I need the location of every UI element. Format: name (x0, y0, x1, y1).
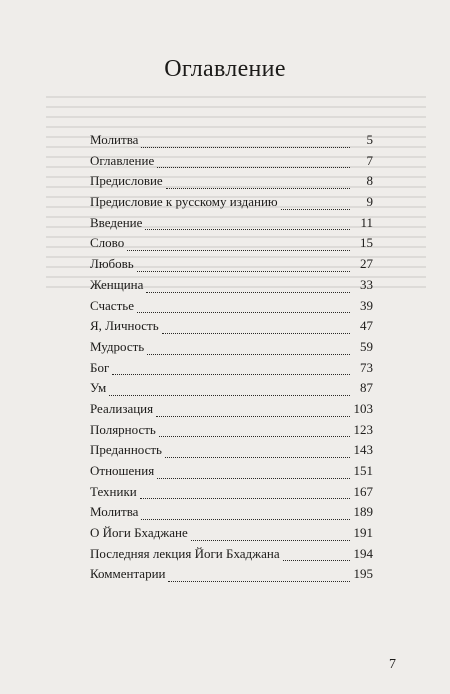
toc-entry-label: Предисловие к русскому изданию (90, 194, 278, 210)
toc-entry-label: Счастье (90, 297, 134, 313)
dot-leader (283, 559, 350, 561)
toc-entry-page: 47 (360, 318, 373, 334)
toc-entry-label: Техники (90, 483, 137, 499)
toc-entry (90, 339, 373, 360)
toc-entry-label: Женщина (90, 276, 144, 292)
toc-entry-label: Я, Личность (90, 318, 159, 334)
toc-entry-label: Бог (90, 359, 110, 375)
toc-entry (90, 318, 373, 339)
toc-entry (90, 546, 373, 567)
toc-entry (90, 525, 373, 546)
toc-entry (90, 194, 373, 215)
dot-leader (157, 166, 350, 168)
toc-entry-page: 143 (353, 442, 373, 458)
toc-entry-page: 191 (353, 525, 373, 541)
dot-leader (146, 291, 350, 293)
toc-entry (90, 173, 373, 194)
toc-entry-label: Предисловие (90, 173, 163, 189)
toc-entry-label: Слово (90, 235, 125, 251)
toc-entry-label: Мудрость (90, 338, 145, 354)
toc-entry (90, 422, 373, 443)
toc-entry (90, 360, 373, 381)
dot-leader (281, 208, 350, 210)
toc-entry-page: 189 (353, 504, 373, 520)
toc-entry (90, 235, 373, 256)
toc-entry-page: 87 (360, 380, 373, 396)
toc-entry (90, 504, 373, 525)
toc-entry-page: 9 (366, 194, 373, 210)
toc-entry-page: 7 (366, 152, 373, 168)
dot-leader (112, 373, 350, 375)
dot-leader (137, 270, 350, 272)
toc-entry-label: Молитва (90, 132, 139, 147)
toc-entry (90, 484, 373, 505)
dot-leader (140, 497, 350, 499)
toc-entry (90, 215, 373, 236)
page-title: Оглавление (164, 56, 286, 82)
toc-entry (90, 380, 373, 401)
toc-entry-label: Оглавление (90, 152, 155, 168)
table-of-contents (90, 132, 373, 587)
toc-entry-label: Любовь (90, 256, 134, 272)
dot-leader (159, 435, 350, 437)
dot-leader (168, 580, 350, 582)
dot-leader (137, 311, 350, 313)
toc-entry (90, 463, 373, 484)
toc-entry-page: 39 (360, 297, 373, 313)
toc-entry-label: Преданность (90, 442, 162, 458)
toc-entry-page: 15 (360, 235, 373, 251)
dot-leader (156, 415, 350, 417)
toc-entry-label: Ум (90, 380, 107, 396)
toc-entry-page: 11 (360, 214, 373, 230)
toc-entry-page: 5 (366, 132, 373, 147)
toc-entry-page: 27 (360, 256, 373, 272)
toc-entry-page: 123 (353, 421, 373, 437)
toc-entry-label: О Йоги Бхаджане (90, 525, 188, 541)
toc-entry-label: Введение (90, 214, 143, 230)
toc-entry-page: 167 (353, 483, 373, 499)
toc-entry-label: Реализация (90, 400, 154, 416)
toc-entry-label: Комментарии (90, 566, 166, 582)
toc-entry (90, 153, 373, 174)
page-number: 7 (389, 657, 396, 672)
toc-entry-label: Молитва (90, 504, 139, 520)
dot-leader (141, 146, 350, 148)
toc-entry-label: Последняя лекция Йоги Бхаджана (90, 545, 280, 561)
dot-leader (165, 456, 350, 458)
toc-entry (90, 256, 373, 277)
dot-leader (157, 477, 350, 479)
toc-entry-page: 8 (366, 173, 373, 189)
toc-entry (90, 566, 373, 587)
dot-leader (147, 353, 350, 355)
dot-leader (127, 249, 350, 251)
toc-entry (90, 277, 373, 298)
dot-leader (109, 394, 350, 396)
toc-entry-page: 73 (360, 359, 373, 375)
toc-entry-page: 59 (360, 338, 373, 354)
dot-leader (141, 518, 350, 520)
toc-entry (90, 442, 373, 463)
toc-entry-page: 194 (353, 545, 373, 561)
dot-leader (145, 228, 350, 230)
toc-entry (90, 401, 373, 422)
toc-entry-page: 151 (353, 463, 373, 478)
toc-entry (90, 298, 373, 319)
toc-entry (90, 132, 373, 153)
dot-leader (162, 332, 350, 334)
toc-entry-label: Отношения (90, 463, 155, 478)
dot-leader (166, 187, 350, 189)
toc-entry-page: 33 (360, 276, 373, 292)
toc-entry-label: Полярность (90, 421, 156, 437)
dot-leader (191, 539, 350, 541)
toc-entry-page: 103 (353, 400, 373, 416)
toc-entry-page: 195 (353, 566, 373, 582)
